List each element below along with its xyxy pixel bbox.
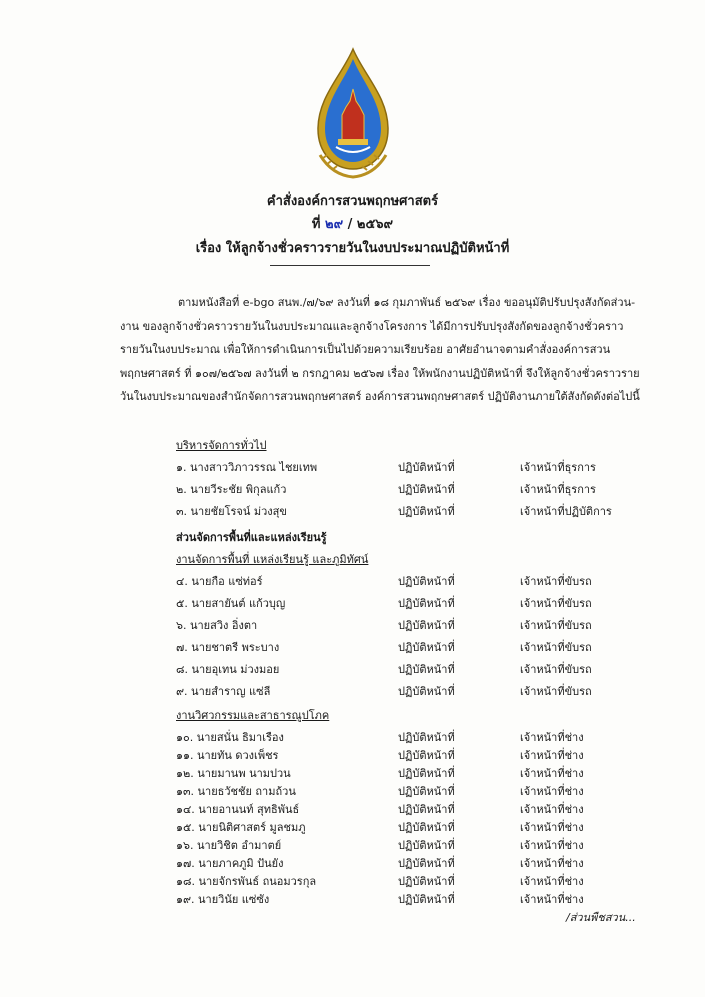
order-suffix: / ๒๕๖๙	[347, 217, 394, 232]
body-text: ตามหนังสือที่ e-bgo สนพ./๗/๖๙ ลงวันที่ ๑๘ กุมภาพันธ์ ๒๕๖๙ เรื่อง ขออนุมัติปรับปรุงสังกัดส่วน-งาน ของลูกจ้างชั่วคราวรายวันในงบประมาณและลูกจ้างโครงการ ได้มีการปรับปรุงสังกัดของลูกจ้างชั่วคราวรายวันในงบประมาณ เพื่อให้การดำเนินการเป็นไปด้วยความเรียบร้อย อาศัยอำนาจตามคำสั่งองค์การสวนพฤกษศาสตร์ ที่ ๑๐๗/๒๕๖๗ ลงวันที่ ๒ กรกฎาคม ๒๕๖๗ เรื่อง ให้พนักงานปฏิบัติหน้าที่ จึงให้ลูกจ้างชั่วคราวรายวันในงบประมาณของสำนักจัดการสวนพฤกษศาสตร์ องค์การสวนพฤกษศาสตร์ ปฏิบัติงานภายใต้สังกัดดังต่อไปนี้	[120, 296, 640, 403]
order-number: ๒๙	[325, 217, 344, 232]
order-number-line	[0, 213, 705, 234]
list-item: ๑๘. นายจักรพันธ์ ถนอมวรกุล ปฏิบัติหน้าที่ เจ้าหน้าที่ช่าง	[176, 875, 584, 888]
list-item: ๔. นายกือ แซ่ท่อร์ ปฏิบัติหน้าที่ เจ้าหน้าที่ขับรถ	[176, 575, 592, 588]
order-subject: เรื่อง ให้ลูกจ้างชั่วคราวรายวันในงบประมาณปฏิบัติหน้าที่	[195, 241, 510, 256]
section-area-subheading: งานจัดการพื้นที่ แหล่งเรียนรู้ และภูมิทัศน์	[176, 553, 369, 566]
list-item: ๖. นายสวิง อิ่งตา ปฏิบัติหน้าที่ เจ้าหน้าที่ขับรถ	[176, 619, 592, 632]
list-item: ๑๒. นายมานพ นามปวน ปฏิบัติหน้าที่ เจ้าหน้าที่ช่าง	[176, 767, 584, 780]
list-item: ๓. นายชัยโรจน์ ม่วงสุข ปฏิบัติหน้าที่ เจ้าหน้าที่ปฏิบัติการ	[176, 505, 612, 518]
list-item: ๑๙. นายวินัย แซ่ซัง ปฏิบัติหน้าที่ เจ้าหน้าที่ช่าง	[176, 893, 584, 906]
list-item: ๑๗. นายภาคภูมิ ปันยัง ปฏิบัติหน้าที่ เจ้าหน้าที่ช่าง	[176, 857, 584, 870]
list-item: ๑๖. นายวิชิต อำมาตย์ ปฏิบัติหน้าที่ เจ้าหน้าที่ช่าง	[176, 839, 584, 852]
body-paragraph	[120, 291, 640, 409]
list-item: ๒. นายวีระชัย พิกุลแก้ว ปฏิบัติหน้าที่ เจ้าหน้าที่ธุรการ	[176, 483, 596, 496]
section-eng-heading: งานวิศวกรรมและสาธารณูปโภค	[176, 709, 330, 722]
list-item: ๑๔. นายอานนท์ สุทธิพันธ์ ปฏิบัติหน้าที่ เจ้าหน้าที่ช่าง	[176, 803, 584, 816]
list-item: ๑. นางสาววิภาวรรณ ไชยเทพ ปฏิบัติหน้าที่ เจ้าหน้าที่ธุรการ	[176, 461, 596, 474]
list-item: ๑๑. นายทัน ดวงเพ็ชร ปฏิบัติหน้าที่ เจ้าหน้าที่ช่าง	[176, 749, 584, 762]
order-issuer-title: คำสั่งองค์การสวนพฤกษศาสตร์	[266, 194, 439, 209]
section-admin-heading: บริหารจัดการทั่วไป	[176, 439, 267, 452]
list-item: ๗. นายชาตรี พระบาง ปฏิบัติหน้าที่ เจ้าหน้าที่ขับรถ	[176, 641, 592, 654]
continuation-note: /ส่วนพืชสวน...	[566, 911, 636, 924]
list-item: ๙. นายสำราญ แซ่ลี ปฏิบัติหน้าที่ เจ้าหน้าที่ขับรถ	[176, 685, 592, 698]
section-area-heading: ส่วนจัดการพื้นที่และแหล่งเรียนรู้	[176, 531, 327, 544]
list-item: ๘. นายอุเทน ม่วงมอย ปฏิบัติหน้าที่ เจ้าหน้าที่ขับรถ	[176, 663, 592, 676]
title-divider	[270, 265, 430, 266]
list-item: ๑๐. นายสนั่น ธิมาเรือง ปฏิบัติหน้าที่ เจ้าหน้าที่ช่าง	[176, 731, 584, 744]
list-item: ๑๓. นายธวัชชัย ถามถ้วน ปฏิบัติหน้าที่ เจ้าหน้าที่ช่าง	[176, 785, 584, 798]
list-item: ๑๕. นายนิติศาสตร์ มูลชมภู ปฏิบัติหน้าที่ เจ้าหน้าที่ช่าง	[176, 821, 584, 834]
list-item: ๕. นายสายันต์ แก้วบุญ ปฏิบัติหน้าที่ เจ้าหน้าที่ขับรถ	[176, 597, 592, 610]
organization-logo-icon	[312, 45, 394, 185]
order-prefix: ที่	[311, 217, 321, 232]
